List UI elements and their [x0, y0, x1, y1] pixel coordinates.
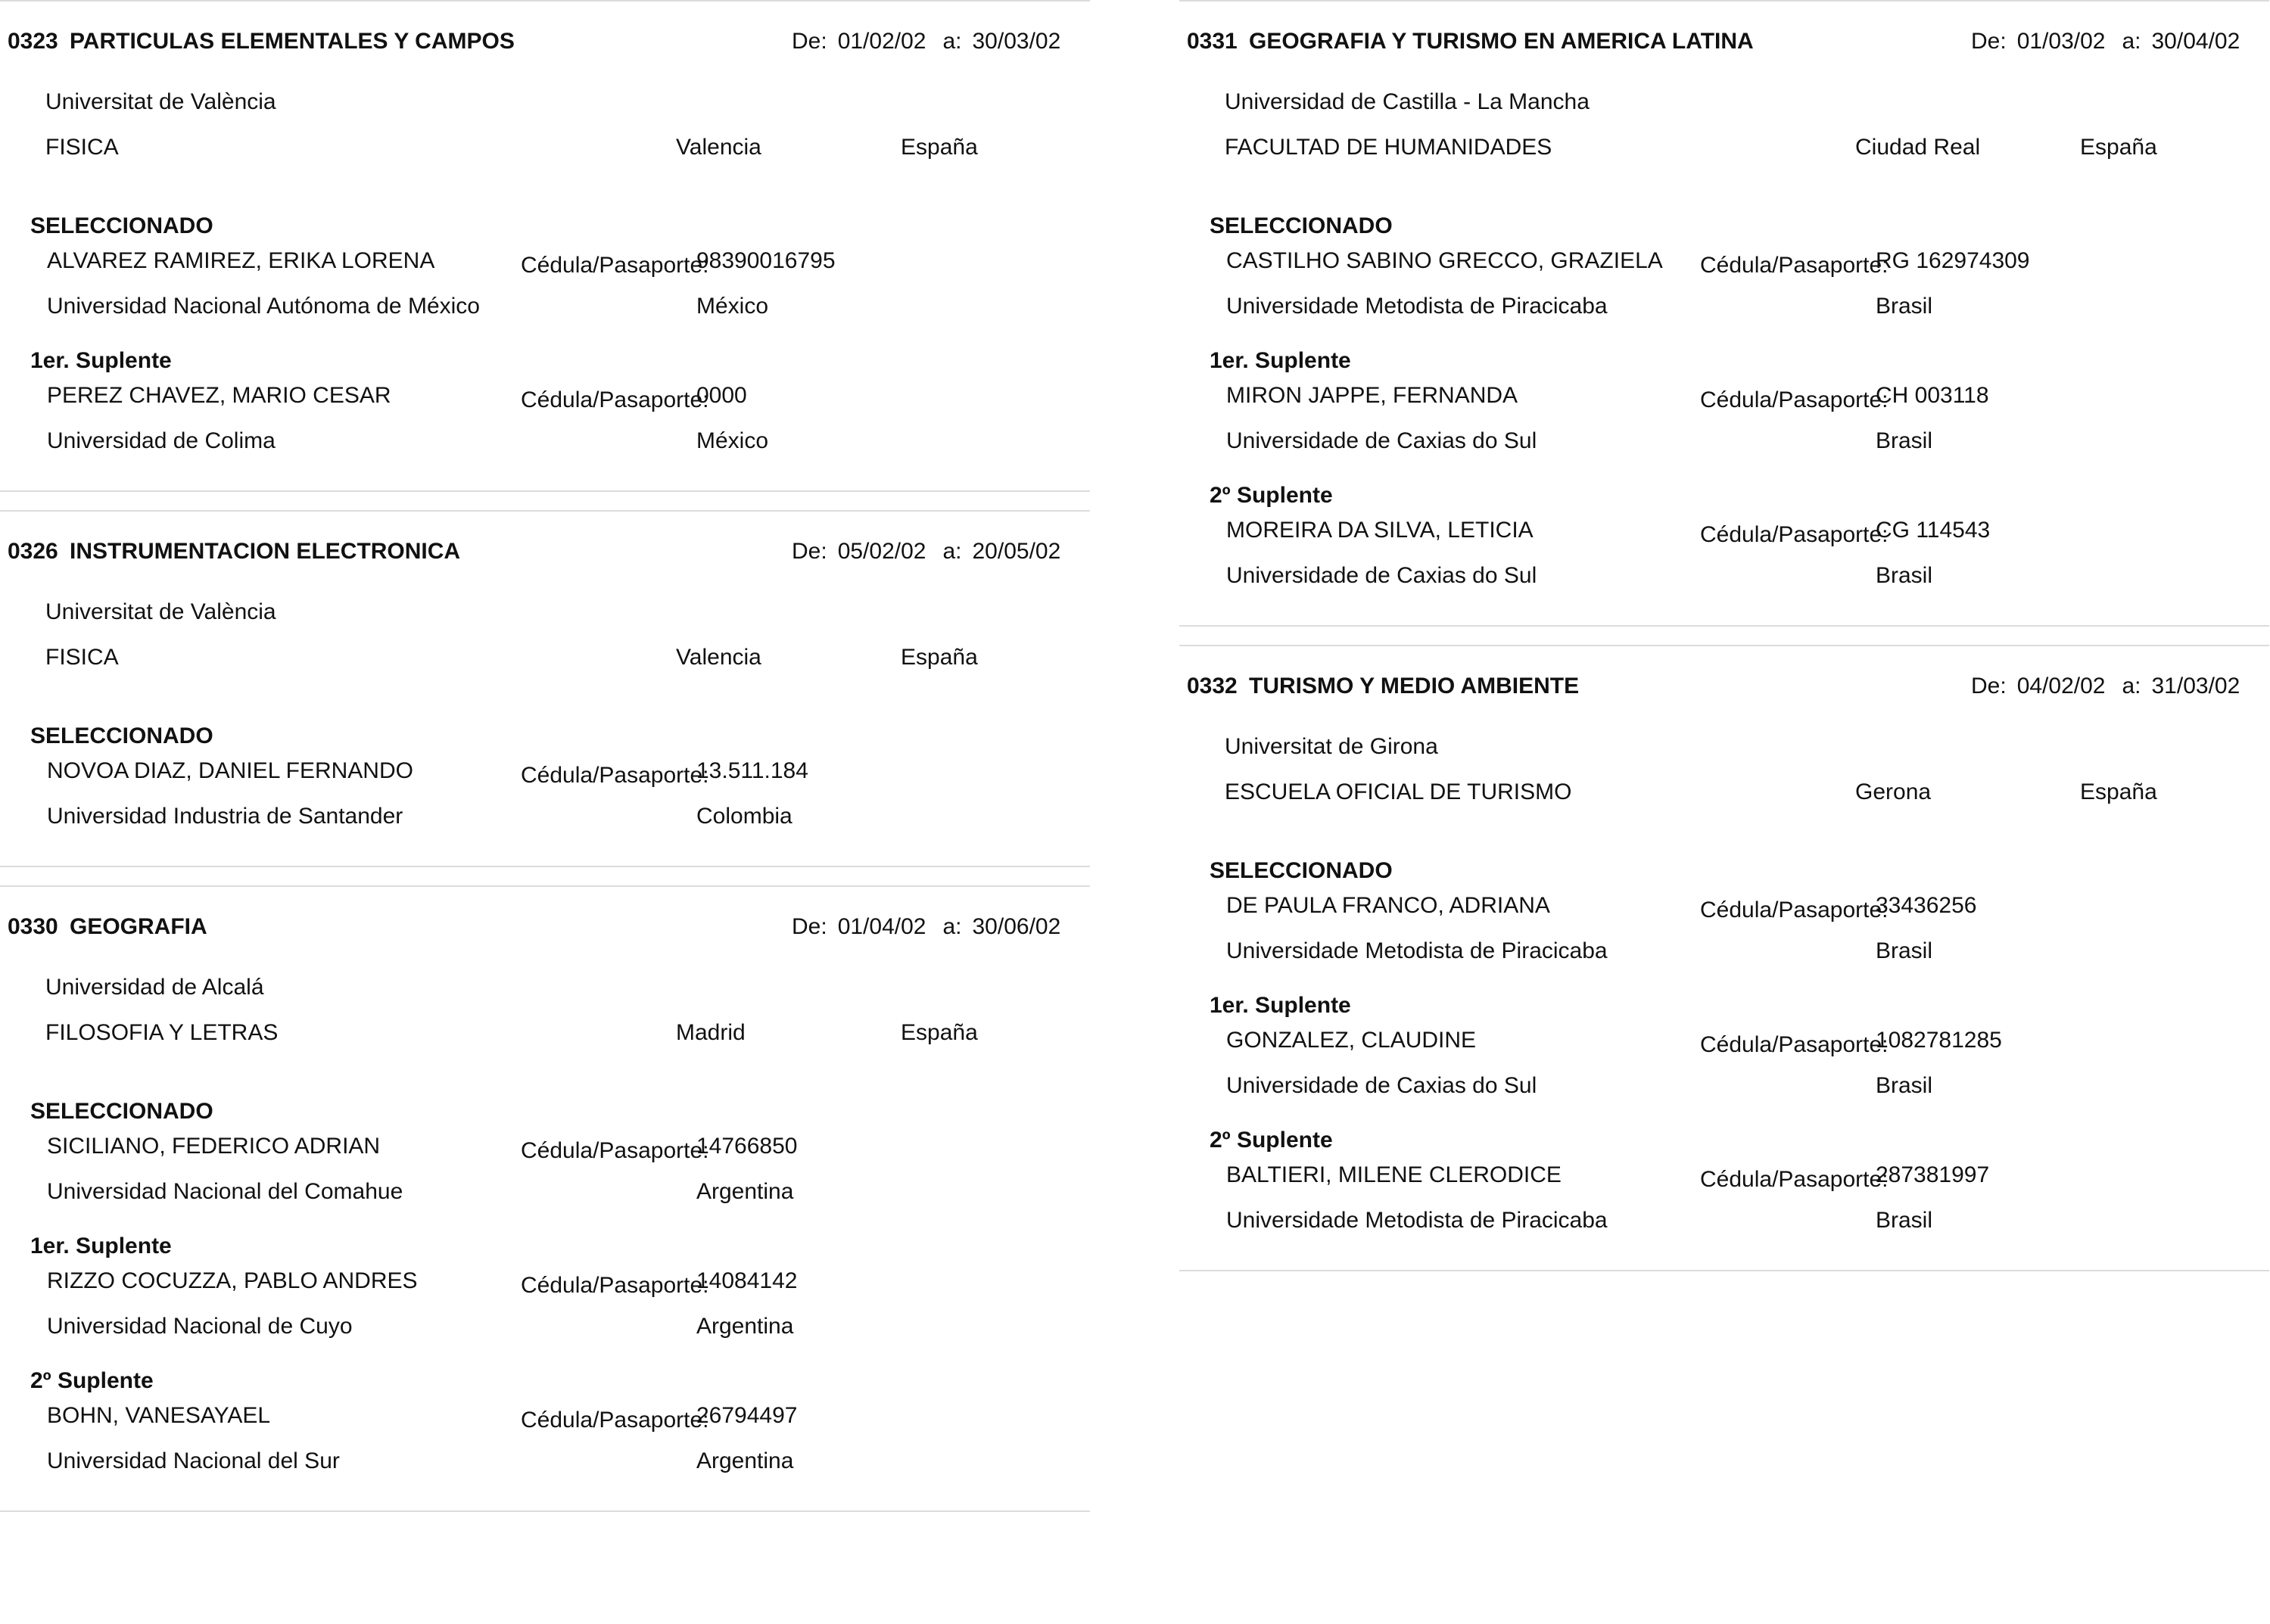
candidate-country: Colombia	[696, 804, 792, 829]
date-to-label: a:	[2122, 29, 2141, 54]
candidate-row	[1179, 1156, 2269, 1203]
id-label: Cédula/Pasaporte:	[521, 253, 709, 278]
id-label: Cédula/Pasaporte:	[521, 1273, 709, 1298]
id-label: Cédula/Pasaporte:	[1700, 253, 1889, 278]
id-value: RG 162974309	[1876, 248, 2030, 273]
date-from: 01/04/02	[837, 914, 926, 939]
id-label: Cédula/Pasaporte:	[1700, 522, 1889, 547]
role-label-first-alternate: 1er. Suplente	[1210, 348, 1351, 373]
id-label: Cédula/Pasaporte:	[521, 387, 709, 412]
course-header	[1179, 2, 2269, 83]
left-column	[0, 0, 1090, 1512]
host-city: Valencia	[676, 135, 761, 160]
role-label-second-alternate: 2º Suplente	[1210, 1128, 1333, 1153]
date-to: 30/04/02	[2151, 29, 2240, 54]
id-label: Cédula/Pasaporte:	[1700, 1032, 1889, 1057]
course-title: PARTICULAS ELEMENTALES Y CAMPOS	[70, 29, 515, 54]
course-dates	[792, 539, 1060, 565]
id-value: 26794497	[696, 1403, 798, 1428]
id-label: Cédula/Pasaporte:	[1700, 898, 1889, 922]
host-country: España	[2080, 135, 2157, 160]
id-label: Cédula/Pasaporte:	[521, 763, 709, 788]
role-label-second-alternate: 2º Suplente	[1210, 483, 1333, 508]
role-label-selected: SELECCIONADO	[30, 1099, 213, 1124]
host-country: España	[2080, 779, 2157, 804]
id-value: 0000	[696, 383, 747, 408]
date-from-label: De:	[1971, 29, 2007, 54]
candidate-country: Brasil	[1876, 294, 1933, 319]
course-title: TURISMO Y MEDIO AMBIENTE	[1249, 674, 1580, 698]
host-city: Valencia	[676, 645, 761, 670]
candidate-row	[0, 1128, 1090, 1174]
course-code: 0331	[1187, 29, 1238, 54]
candidate-university: Universidade de Caxias do Sul	[1226, 1073, 1537, 1098]
candidate-university: Universidad Nacional del Sur	[47, 1448, 340, 1473]
id-value: CH 003118	[1876, 383, 1989, 408]
course-header	[0, 512, 1090, 593]
candidate-university: Universidad Industria de Santander	[47, 804, 403, 829]
host-country: España	[901, 1020, 978, 1045]
candidate-university: Universidade de Caxias do Sul	[1226, 563, 1537, 588]
date-from: 01/03/02	[2016, 29, 2106, 54]
candidate-name: BALTIERI, MILENE CLERODICE	[1226, 1162, 1562, 1187]
date-from: 01/02/02	[837, 29, 926, 54]
candidate-university: Universidade de Caxias do Sul	[1226, 428, 1537, 453]
candidate-name: GONZALEZ, CLAUDINE	[1226, 1028, 1477, 1053]
date-to-label: a:	[942, 914, 962, 939]
role-label-selected: SELECCIONADO	[30, 213, 213, 238]
role-label-first-alternate: 1er. Suplente	[30, 1234, 172, 1258]
course-header	[1179, 646, 2269, 728]
candidate-row	[0, 1262, 1090, 1309]
candidate-name: BOHN, VANESAYAEL	[47, 1403, 271, 1428]
host-country: España	[901, 645, 978, 670]
candidate-university: Universidade Metodista de Piracicaba	[1226, 938, 1608, 963]
id-value: 13.511.184	[696, 758, 808, 783]
id-label: Cédula/Pasaporte:	[521, 1408, 709, 1433]
candidate-country: Brasil	[1876, 1208, 1933, 1233]
course-block	[1179, 0, 2269, 627]
candidate-country: Brasil	[1876, 563, 1933, 588]
candidate-name: CASTILHO SABINO GRECCO, GRAZIELA	[1226, 248, 1663, 273]
candidate-university: Universidad de Colima	[47, 428, 276, 453]
role-label-first-alternate: 1er. Suplente	[30, 348, 172, 373]
host-faculty: ESCUELA OFICIAL DE TURISMO	[1225, 779, 1572, 804]
host-faculty: FISICA	[45, 645, 119, 670]
id-label: Cédula/Pasaporte:	[1700, 1167, 1889, 1192]
candidate-country: México	[696, 294, 769, 319]
course-block	[0, 885, 1090, 1512]
candidate-row	[0, 242, 1090, 289]
candidate-row	[0, 377, 1090, 424]
candidate-country: Brasil	[1876, 1073, 1933, 1098]
candidate-row	[1179, 1022, 2269, 1069]
candidate-row	[1179, 512, 2269, 558]
date-from-label: De:	[792, 539, 827, 564]
candidate-university: Universidade Metodista de Piracicaba	[1226, 1208, 1608, 1233]
candidate-country: Brasil	[1876, 428, 1933, 453]
host-university: Universidad de Alcalá	[45, 975, 264, 1000]
candidate-row	[1179, 377, 2269, 424]
course-title: INSTRUMENTACION ELECTRONICA	[70, 539, 461, 564]
candidate-name: MIRON JAPPE, FERNANDA	[1226, 383, 1518, 408]
candidate-country: Argentina	[696, 1314, 794, 1339]
host-city: Madrid	[676, 1020, 746, 1045]
course-dates	[1971, 674, 2240, 699]
id-value: 98390016795	[696, 248, 836, 273]
right-column	[1179, 0, 2269, 1271]
course-title: GEOGRAFIA Y TURISMO EN AMERICA LATINA	[1249, 29, 1754, 54]
role-label-selected: SELECCIONADO	[1210, 213, 1393, 238]
course-block	[1179, 645, 2269, 1271]
id-value: 14766850	[696, 1134, 798, 1159]
date-from-label: De:	[792, 29, 827, 54]
host-university: Universitat de València	[45, 89, 276, 114]
role-label-selected: SELECCIONADO	[30, 723, 213, 748]
candidate-name: PEREZ CHAVEZ, MARIO CESAR	[47, 383, 391, 408]
course-dates	[792, 29, 1060, 54]
course-header	[0, 887, 1090, 969]
candidate-university: Universidad Nacional de Cuyo	[47, 1314, 353, 1339]
host-faculty: FILOSOFIA Y LETRAS	[45, 1020, 279, 1045]
id-label: Cédula/Pasaporte:	[521, 1138, 709, 1163]
host-city: Ciudad Real	[1855, 135, 1981, 160]
candidate-country: Brasil	[1876, 938, 1933, 963]
candidate-university: Universidad Nacional del Comahue	[47, 1179, 403, 1204]
candidate-name: SICILIANO, FEDERICO ADRIAN	[47, 1134, 381, 1159]
date-to: 20/05/02	[972, 539, 1061, 564]
candidate-row	[0, 752, 1090, 799]
candidate-row	[1179, 887, 2269, 934]
candidate-university: Universidade Metodista de Piracicaba	[1226, 294, 1608, 319]
candidate-country: Argentina	[696, 1179, 794, 1204]
course-dates	[792, 914, 1060, 940]
course-code: 0326	[8, 539, 58, 564]
id-value: 287381997	[1876, 1162, 1990, 1187]
date-from-label: De:	[1971, 674, 2007, 698]
host-faculty: FISICA	[45, 135, 119, 160]
course-header	[0, 2, 1090, 83]
course-title: GEOGRAFIA	[70, 914, 207, 939]
id-value: 1082781285	[1876, 1028, 2002, 1053]
candidate-country: México	[696, 428, 769, 453]
course-code: 0323	[8, 29, 58, 54]
candidate-name: MOREIRA DA SILVA, LETICIA	[1226, 518, 1534, 543]
course-dates	[1971, 29, 2240, 54]
host-university: Universidad de Castilla - La Mancha	[1225, 89, 1590, 114]
candidate-name: DE PAULA FRANCO, ADRIANA	[1226, 893, 1550, 918]
id-value: CG 114543	[1876, 518, 1991, 543]
date-to-label: a:	[942, 29, 962, 54]
role-label-second-alternate: 2º Suplente	[30, 1368, 154, 1393]
host-city: Gerona	[1855, 779, 1932, 804]
host-university: Universitat de Girona	[1225, 734, 1438, 759]
date-to-label: a:	[2122, 674, 2141, 698]
candidate-row	[1179, 242, 2269, 289]
candidate-name: ALVAREZ RAMIREZ, ERIKA LORENA	[47, 248, 435, 273]
candidate-country: Argentina	[696, 1448, 794, 1473]
id-label: Cédula/Pasaporte:	[1700, 387, 1889, 412]
candidate-name: RIZZO COCUZZA, PABLO ANDRES	[47, 1268, 418, 1293]
course-code: 0332	[1187, 674, 1238, 698]
course-block	[0, 510, 1090, 867]
host-university: Universitat de València	[45, 599, 276, 624]
candidate-university: Universidad Nacional Autónoma de México	[47, 294, 480, 319]
course-block	[0, 0, 1090, 492]
host-faculty: FACULTAD DE HUMANIDADES	[1225, 135, 1552, 160]
role-label-first-alternate: 1er. Suplente	[1210, 993, 1351, 1018]
host-country: España	[901, 135, 978, 160]
date-from: 05/02/02	[837, 539, 926, 564]
date-to: 30/03/02	[972, 29, 1061, 54]
date-to-label: a:	[942, 539, 962, 564]
date-to: 30/06/02	[972, 914, 1061, 939]
candidate-name: NOVOA DIAZ, DANIEL FERNANDO	[47, 758, 413, 783]
id-value: 33436256	[1876, 893, 1977, 918]
date-from-label: De:	[792, 914, 827, 939]
date-from: 04/02/02	[2016, 674, 2106, 698]
id-value: 14084142	[696, 1268, 798, 1293]
course-code: 0330	[8, 914, 58, 939]
role-label-selected: SELECCIONADO	[1210, 858, 1393, 883]
date-to: 31/03/02	[2151, 674, 2240, 698]
candidate-row	[0, 1397, 1090, 1444]
